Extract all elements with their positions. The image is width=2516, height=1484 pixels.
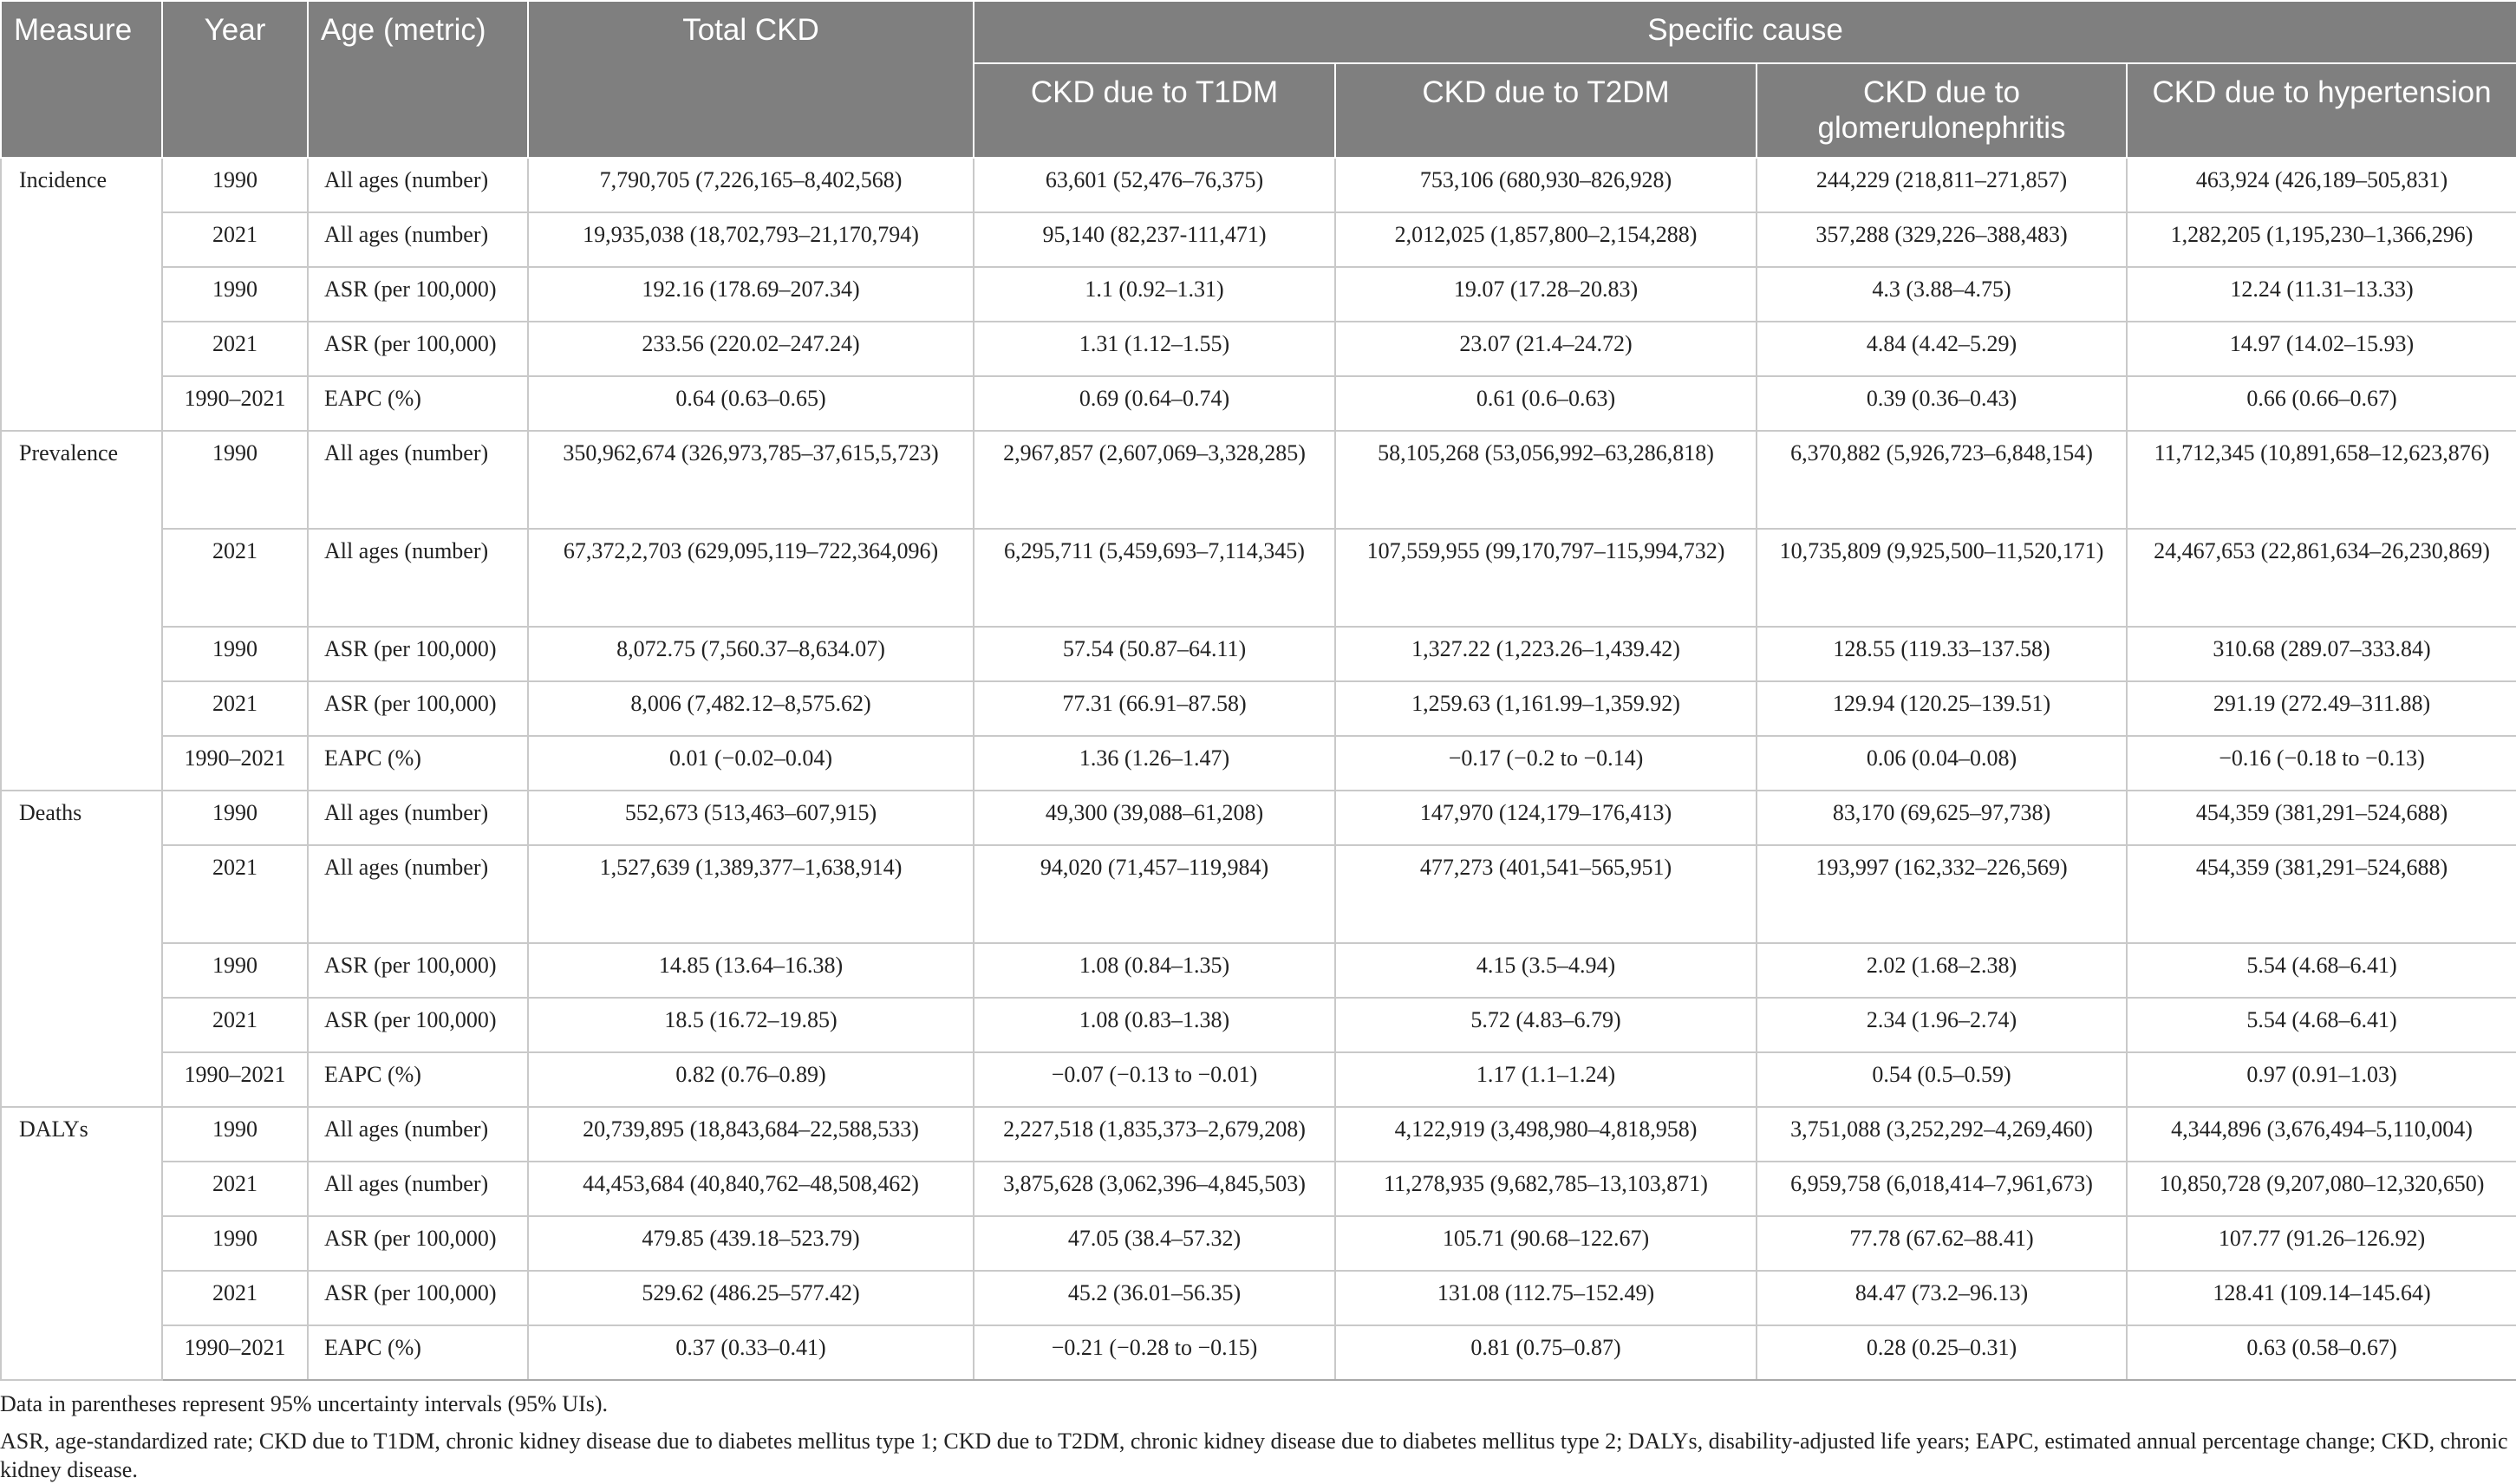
year-cell: 2021 [162,998,308,1052]
year-cell: 2021 [162,1162,308,1216]
value-cell-glomerulonephritis: 0.39 (0.36–0.43) [1757,376,2127,431]
table-row [1,998,2516,1052]
table-row [1,1216,2516,1271]
table-row [1,267,2516,322]
year-cell: 1990 [162,791,308,845]
value-cell-t2dm: 0.81 (0.75–0.87) [1335,1325,1757,1380]
value-cell-total-ckd: 0.82 (0.76–0.89) [528,1052,974,1107]
table-row [1,376,2516,431]
header-measure: Measure [1,1,162,158]
table-row [1,1107,2516,1162]
value-cell-glomerulonephritis: 4.3 (3.88–4.75) [1757,267,2127,322]
value-cell-total-ckd: 19,935,038 (18,702,793–21,170,794) [528,212,974,267]
value-cell-total-ckd: 1,527,639 (1,389,377–1,638,914) [528,845,974,943]
year-cell: 2021 [162,845,308,943]
age-metric-cell: EAPC (%) [308,736,528,791]
value-cell-t2dm: 0.61 (0.6–0.63) [1335,376,1757,431]
table-row [1,943,2516,998]
age-metric-cell: All ages (number) [308,431,528,529]
value-cell-t2dm: 5.72 (4.83–6.79) [1335,998,1757,1052]
value-cell-glomerulonephritis: 0.54 (0.5–0.59) [1757,1052,2127,1107]
age-metric-cell: ASR (per 100,000) [308,627,528,681]
year-cell: 2021 [162,322,308,376]
header-specific-cause: Specific cause [974,1,2516,63]
measure-cell: Deaths [1,791,162,1107]
year-cell: 1990–2021 [162,376,308,431]
age-metric-cell: ASR (per 100,000) [308,1271,528,1325]
value-cell-t2dm: 19.07 (17.28–20.83) [1335,267,1757,322]
value-cell-hypertension: 454,359 (381,291–524,688) [2127,791,2516,845]
year-cell: 1990–2021 [162,1052,308,1107]
value-cell-total-ckd: 14.85 (13.64–16.38) [528,943,974,998]
value-cell-glomerulonephritis: 10,735,809 (9,925,500–11,520,171) [1757,529,2127,627]
table-row [1,1052,2516,1107]
value-cell-t1dm: 1.36 (1.26–1.47) [974,736,1335,791]
value-cell-t2dm: −0.17 (−0.2 to −0.14) [1335,736,1757,791]
year-cell: 1990–2021 [162,1325,308,1380]
abbreviations-note: ASR, age-standardized rate; CKD due to T1DM, chronic kidney disease due to diabetes mellitus type 1; CKD due to T2DM, chronic kidney disease due to diabetes mellitus type 2; DALYs, disability-adjusted life years; EAPC, estimated annual percentage change; CKD, chronic kidney disease. [0,1428,2508,1482]
value-cell-t2dm: 1.17 (1.1–1.24) [1335,1052,1757,1107]
value-cell-hypertension: 0.63 (0.58–0.67) [2127,1325,2516,1380]
value-cell-hypertension: 128.41 (109.14–145.64) [2127,1271,2516,1325]
age-metric-cell: EAPC (%) [308,1052,528,1107]
measure-cell: Incidence [1,158,162,431]
value-cell-total-ckd: 7,790,705 (7,226,165–8,402,568) [528,158,974,212]
table-row [1,627,2516,681]
value-cell-hypertension: 12.24 (11.31–13.33) [2127,267,2516,322]
value-cell-total-ckd: 8,072.75 (7,560.37–8,634.07) [528,627,974,681]
value-cell-hypertension: 5.54 (4.68–6.41) [2127,998,2516,1052]
table-body [1,158,2516,1380]
value-cell-glomerulonephritis: 129.94 (120.25–139.51) [1757,681,2127,736]
age-metric-cell: All ages (number) [308,158,528,212]
table-row [1,1271,2516,1325]
measure-cell: DALYs [1,1107,162,1380]
year-cell: 1990 [162,158,308,212]
value-cell-t1dm: 2,967,857 (2,607,069–3,328,285) [974,431,1335,529]
age-metric-cell: ASR (per 100,000) [308,1216,528,1271]
year-cell: 1990 [162,267,308,322]
value-cell-hypertension: 24,467,653 (22,861,634–26,230,869) [2127,529,2516,627]
value-cell-total-ckd: 479.85 (439.18–523.79) [528,1216,974,1271]
value-cell-glomerulonephritis: 0.06 (0.04–0.08) [1757,736,2127,791]
value-cell-hypertension: 14.97 (14.02–15.93) [2127,322,2516,376]
value-cell-hypertension: 310.68 (289.07–333.84) [2127,627,2516,681]
value-cell-total-ckd: 20,739,895 (18,843,684–22,588,533) [528,1107,974,1162]
value-cell-glomerulonephritis: 84.47 (73.2–96.13) [1757,1271,2127,1325]
value-cell-t1dm: 1.08 (0.84–1.35) [974,943,1335,998]
table-header [1,1,2516,158]
value-cell-t2dm: 753,106 (680,930–826,928) [1335,158,1757,212]
value-cell-t2dm: 2,012,025 (1,857,800–2,154,288) [1335,212,1757,267]
age-metric-cell: All ages (number) [308,845,528,943]
age-metric-cell: ASR (per 100,000) [308,943,528,998]
table-row [1,212,2516,267]
value-cell-total-ckd: 0.01 (−0.02–0.04) [528,736,974,791]
value-cell-t1dm: −0.07 (−0.13 to −0.01) [974,1052,1335,1107]
value-cell-total-ckd: 0.37 (0.33–0.41) [528,1325,974,1380]
value-cell-total-ckd: 529.62 (486.25–577.42) [528,1271,974,1325]
value-cell-hypertension: 0.66 (0.66–0.67) [2127,376,2516,431]
value-cell-hypertension: 4,344,896 (3,676,494–5,110,004) [2127,1107,2516,1162]
value-cell-glomerulonephritis: 193,997 (162,332–226,569) [1757,845,2127,943]
table-footnotes [0,1381,2516,1484]
value-cell-t1dm: 3,875,628 (3,062,396–4,845,503) [974,1162,1335,1216]
value-cell-total-ckd: 44,453,684 (40,840,762–48,508,462) [528,1162,974,1216]
age-metric-cell: ASR (per 100,000) [308,322,528,376]
value-cell-t2dm: 107,559,955 (99,170,797–115,994,732) [1335,529,1757,627]
value-cell-t1dm: 77.31 (66.91–87.58) [974,681,1335,736]
value-cell-t1dm: 47.05 (38.4–57.32) [974,1216,1335,1271]
table-row [1,681,2516,736]
value-cell-total-ckd: 67,372,2,703 (629,095,119–722,364,096) [528,529,974,627]
value-cell-hypertension: 1,282,205 (1,195,230–1,366,296) [2127,212,2516,267]
table-row [1,1162,2516,1216]
value-cell-t1dm: 49,300 (39,088–61,208) [974,791,1335,845]
value-cell-t1dm: 1.31 (1.12–1.55) [974,322,1335,376]
value-cell-total-ckd: 192.16 (178.69–207.34) [528,267,974,322]
age-metric-cell: All ages (number) [308,212,528,267]
value-cell-glomerulonephritis: 6,370,882 (5,926,723–6,848,154) [1757,431,2127,529]
header-cause-t1dm: CKD due to T1DM [974,63,1335,158]
table-row [1,1325,2516,1380]
value-cell-t2dm: 1,259.63 (1,161.99–1,359.92) [1335,681,1757,736]
value-cell-t1dm: 1.08 (0.83–1.38) [974,998,1335,1052]
age-metric-cell: ASR (per 100,000) [308,267,528,322]
value-cell-t1dm: 94,020 (71,457–119,984) [974,845,1335,943]
value-cell-t2dm: 131.08 (112.75–152.49) [1335,1271,1757,1325]
header-total-ckd: Total CKD [528,1,974,158]
year-cell: 1990 [162,1107,308,1162]
year-cell: 1990 [162,627,308,681]
value-cell-t2dm: 23.07 (21.4–24.72) [1335,322,1757,376]
value-cell-t1dm: 6,295,711 (5,459,693–7,114,345) [974,529,1335,627]
value-cell-glomerulonephritis: 3,751,088 (3,252,292–4,269,460) [1757,1107,2127,1162]
age-metric-cell: EAPC (%) [308,1325,528,1380]
value-cell-hypertension: −0.16 (−0.18 to −0.13) [2127,736,2516,791]
year-cell: 1990–2021 [162,736,308,791]
value-cell-t1dm: 45.2 (36.01–56.35) [974,1271,1335,1325]
value-cell-total-ckd: 552,673 (513,463–607,915) [528,791,974,845]
value-cell-hypertension: 5.54 (4.68–6.41) [2127,943,2516,998]
value-cell-glomerulonephritis: 2.34 (1.96–2.74) [1757,998,2127,1052]
year-cell: 1990 [162,1216,308,1271]
value-cell-glomerulonephritis: 77.78 (67.62–88.41) [1757,1216,2127,1271]
value-cell-glomerulonephritis: 244,229 (218,811–271,857) [1757,158,2127,212]
header-cause-glomerulonephritis: CKD due to glomerulonephritis [1757,63,2127,158]
value-cell-t1dm: 57.54 (50.87–64.11) [974,627,1335,681]
table-row [1,736,2516,791]
value-cell-t1dm: −0.21 (−0.28 to −0.15) [974,1325,1335,1380]
value-cell-t2dm: 4,122,919 (3,498,980–4,818,958) [1335,1107,1757,1162]
value-cell-total-ckd: 233.56 (220.02–247.24) [528,322,974,376]
value-cell-t2dm: 4.15 (3.5–4.94) [1335,943,1757,998]
value-cell-t1dm: 95,140 (82,237-111,471) [974,212,1335,267]
year-cell: 2021 [162,1271,308,1325]
age-metric-cell: All ages (number) [308,791,528,845]
value-cell-glomerulonephritis: 357,288 (329,226–388,483) [1757,212,2127,267]
header-year: Year [162,1,308,158]
value-cell-t2dm: 11,278,935 (9,682,785–13,103,871) [1335,1162,1757,1216]
value-cell-glomerulonephritis: 128.55 (119.33–137.58) [1757,627,2127,681]
value-cell-glomerulonephritis: 6,959,758 (6,018,414–7,961,673) [1757,1162,2127,1216]
uncertainty-note: Data in parentheses represent 95% uncertainty intervals (95% UIs). [0,1390,609,1416]
value-cell-total-ckd: 8,006 (7,482.12–8,575.62) [528,681,974,736]
table-row [1,431,2516,529]
value-cell-hypertension: 107.77 (91.26–126.92) [2127,1216,2516,1271]
value-cell-total-ckd: 0.64 (0.63–0.65) [528,376,974,431]
year-cell: 1990 [162,943,308,998]
table-row [1,845,2516,943]
value-cell-t1dm: 1.1 (0.92–1.31) [974,267,1335,322]
table-row [1,322,2516,376]
age-metric-cell: All ages (number) [308,1107,528,1162]
age-metric-cell: All ages (number) [308,1162,528,1216]
year-cell: 1990 [162,431,308,529]
age-metric-cell: All ages (number) [308,529,528,627]
table-row [1,158,2516,212]
measure-cell: Prevalence [1,431,162,791]
value-cell-t2dm: 1,327.22 (1,223.26–1,439.42) [1335,627,1757,681]
value-cell-glomerulonephritis: 4.84 (4.42–5.29) [1757,322,2127,376]
value-cell-glomerulonephritis: 0.28 (0.25–0.31) [1757,1325,2127,1380]
header-age-metric: Age (metric) [308,1,528,158]
header-cause-hypertension: CKD due to hypertension [2127,63,2516,158]
value-cell-hypertension: 463,924 (426,189–505,831) [2127,158,2516,212]
value-cell-total-ckd: 18.5 (16.72–19.85) [528,998,974,1052]
year-cell: 2021 [162,212,308,267]
value-cell-t2dm: 147,970 (124,179–176,413) [1335,791,1757,845]
value-cell-hypertension: 10,850,728 (9,207,080–12,320,650) [2127,1162,2516,1216]
age-metric-cell: ASR (per 100,000) [308,681,528,736]
value-cell-t1dm: 2,227,518 (1,835,373–2,679,208) [974,1107,1335,1162]
year-cell: 2021 [162,681,308,736]
age-metric-cell: ASR (per 100,000) [308,998,528,1052]
value-cell-t2dm: 105.71 (90.68–122.67) [1335,1216,1757,1271]
value-cell-glomerulonephritis: 83,170 (69,625–97,738) [1757,791,2127,845]
header-cause-t2dm: CKD due to T2DM [1335,63,1757,158]
age-metric-cell: EAPC (%) [308,376,528,431]
table-row [1,791,2516,845]
value-cell-glomerulonephritis: 2.02 (1.68–2.38) [1757,943,2127,998]
value-cell-total-ckd: 350,962,674 (326,973,785–37,615,5,723) [528,431,974,529]
value-cell-hypertension: 11,712,345 (10,891,658–12,623,876) [2127,431,2516,529]
value-cell-t2dm: 477,273 (401,541–565,951) [1335,845,1757,943]
value-cell-hypertension: 0.97 (0.91–1.03) [2127,1052,2516,1107]
year-cell: 2021 [162,529,308,627]
value-cell-t1dm: 63,601 (52,476–76,375) [974,158,1335,212]
value-cell-hypertension: 291.19 (272.49–311.88) [2127,681,2516,736]
table-row [1,529,2516,627]
value-cell-t1dm: 0.69 (0.64–0.74) [974,376,1335,431]
value-cell-hypertension: 454,359 (381,291–524,688) [2127,845,2516,943]
value-cell-t2dm: 58,105,268 (53,056,992–63,286,818) [1335,431,1757,529]
